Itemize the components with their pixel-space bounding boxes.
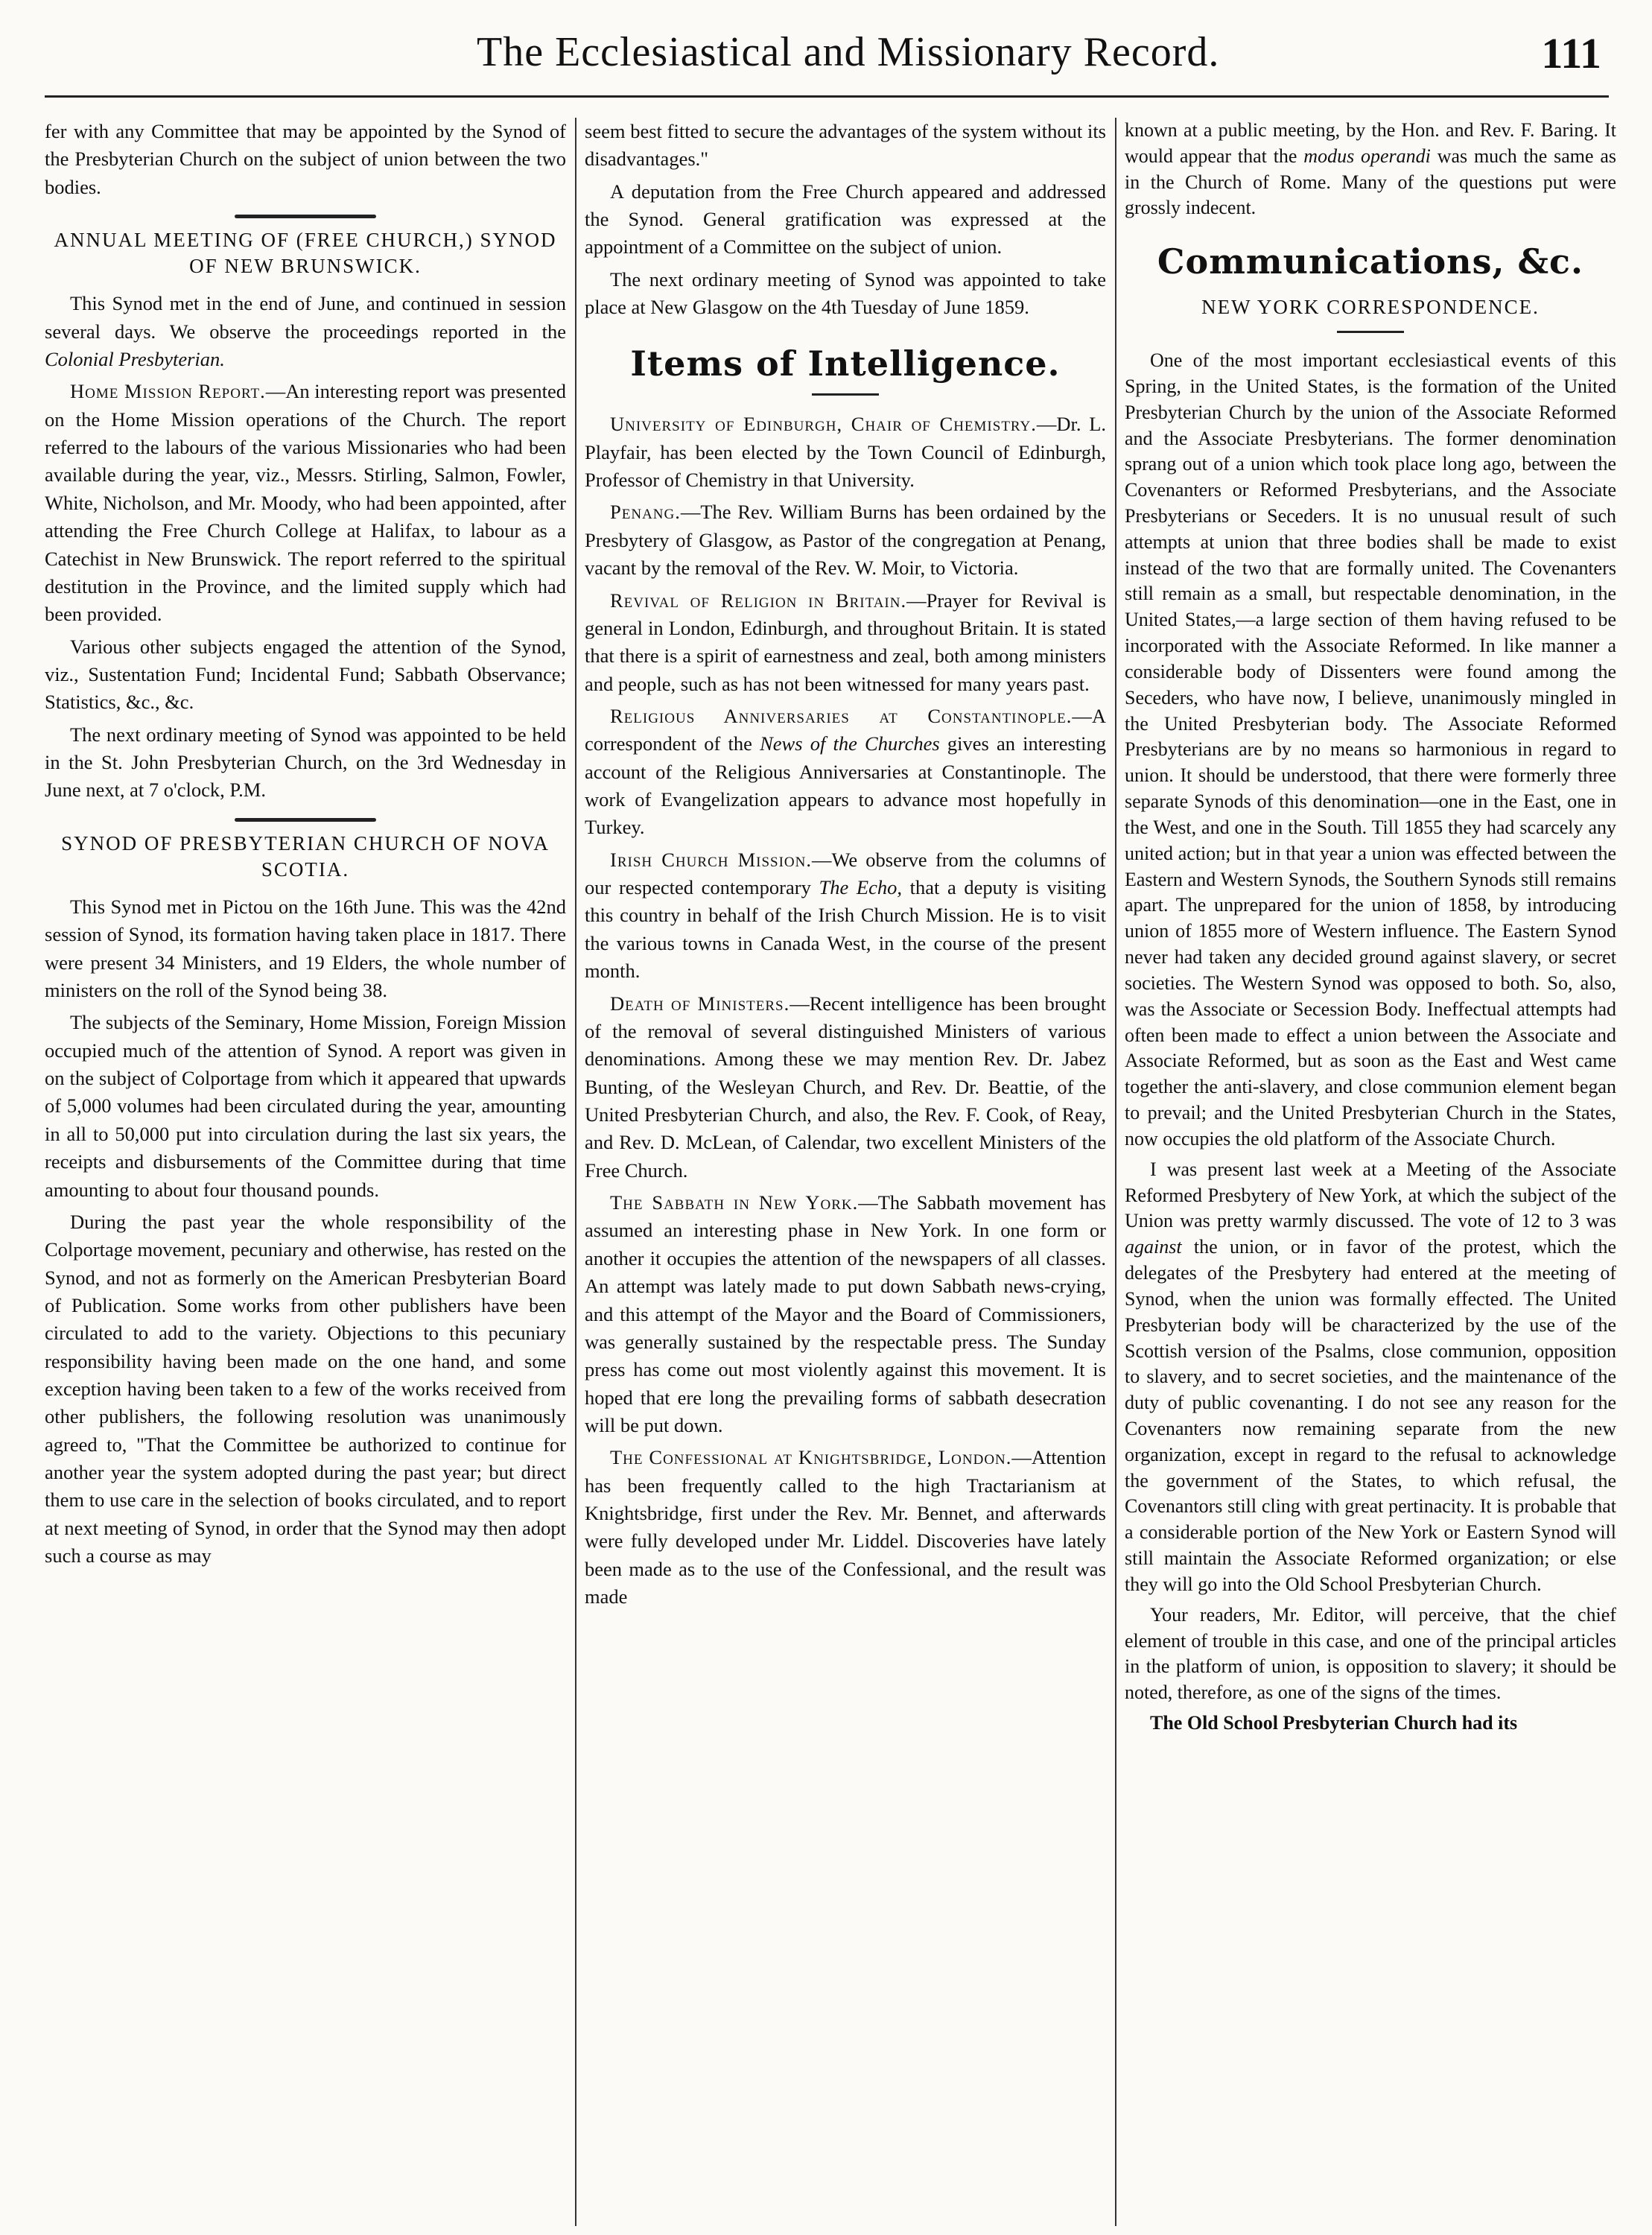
column-middle <box>585 118 1106 2219</box>
article-paragraph: Home Mission Report.—An interesting report was presented on the Home Mission operations of the Church. The report referred to the labours of the various Missionaries who had been available during the year, viz., Messrs. Stirling, Salmon, Fowler, White, Nicholson, and Mr. Moody, who had been appointed, after attending the Free Church College at Halifax, to labour as a Catechist in New Brunswick. The report referred to the spiritual destitution in the Province, and the limited supply which had been provided. <box>45 380 566 626</box>
news-item: The Confessional at Knightsbridge, London.—Attention has been frequently called to the high Tractarianism at Knightsbridge, first under the Rev. Mr. Bennet, and afterwards were fully developed under Mr. Liddel. Discoveries have lately been made as to the use of the Confessional, and the result was made <box>585 1446 1106 1608</box>
section-rule <box>235 818 376 822</box>
news-item: University of Edinburgh, Chair of Chemistry.—Dr. L. Playfair, has been elected by the Town Council of Edinburgh, Professor of Chemistry in that University. <box>585 413 1106 492</box>
news-item: Religious Anniversaries at Constantinople.—A correspondent of the News of the Churches gives an interesting account of the Religious Anniversaries at Constantinople. The work of Evangelization appears to advance most hopefully in Turkey. <box>585 704 1106 839</box>
running-head <box>0 28 1652 95</box>
journal-title: The Ecclesiastical and Missionary Record. <box>477 29 1220 75</box>
header-rule <box>45 95 1609 98</box>
news-item: Penang.—The Rev. William Burns has been ordained by the Presbytery of Glasgow, as Pastor of the congregation at Penang, vacant by the removal of the Rev. W. Moir, to Victoria. <box>585 501 1106 580</box>
article-paragraph: The Old School Presbyterian Church had its <box>1150 1712 1518 1734</box>
section-rule <box>235 215 376 218</box>
article-paragraph: The subjects of the Seminary, Home Mission, Foreign Mission occupied much of the attention of Synod. A report was given in on the subject of Colportage from which it appeared that upwards of 5,000 volumes had been circulated during the year, amounting in all to 50,000 put into circulation during the last six years, the receipts and disbursements of the Committee during that time amounting to about four thousand pounds. <box>45 1011 566 1201</box>
page-number: 111 <box>1541 29 1601 77</box>
article-paragraph: Various other subjects engaged the attention of the Synod, viz., Sustentation Fund; Incidental Fund; Sabbath Observance; Statistics, &c., &c. <box>45 635 566 714</box>
article-paragraph: During the past year the whole responsibility of the Colportage movement, pecuniary and otherwise, has rested on the Synod, and not as formerly on the American Presbyterian Board of Publication. Some works from other publishers have been circulated to add to the variety. Objections to this pecuniary responsibility having been made on the one hand, and some exception having been taken to a few of the works received from other publishers, the following resolution was unanimously agreed to, "That the Committee be authorized to continue for another year the system adopted during the past year; but direct them to use care in the selection of books circulated, and to report at next meeting of Synod, in order that the Synod may then adopt such a course as may <box>45 1210 566 1567</box>
news-item: Irish Church Mission.—We observe from the columns of our respected contemporary The Echo, that a deputy is visiting this country in behalf of the Irish Church Mission. He is to visit the various towns in Canada West, in the course of the present month. <box>585 848 1106 983</box>
column-left <box>45 118 566 2219</box>
article-paragraph: This Synod met in Pictou on the 16th June. This was the 42nd session of Synod, its formation having taken place in 1817. There were present 34 Ministers, and 19 Elders, the whole number of ministers on the roll of the Synod being 38. <box>45 895 566 1001</box>
section-subheading: NEW YORK CORRESPONDENCE. <box>1201 295 1540 318</box>
article-paragraph: Your readers, Mr. Editor, will perceive, that the chief element of trouble in this case, and one of the principal articles in the platform of union, is opposition to slavery; it should be noted, therefore, as one of the signs of the times. <box>1125 1603 1616 1704</box>
section-heading: Items of Intelligence. <box>630 343 1061 384</box>
column-divider <box>1115 118 1116 2226</box>
article-paragraph: This Synod met in the end of June, and continued in session several days. We observe the proceedings reported in the Colonial Presbyterian. <box>45 292 566 370</box>
article-paragraph: The next ordinary meeting of Synod was appointed to be held in the St. John Presbyterian Church, on the 3rd Wednesday in June next, at 7 o'clock, P.M. <box>45 723 566 802</box>
section-heading: ANNUAL MEETING OF (FREE CHURCH,) SYNOD OF NEW BRUNSWICK. <box>54 229 557 278</box>
continued-text: fer with any Committee that may be appointed by the Synod of the Presbyterian Church on the subject of union between the two bodies. <box>45 120 566 198</box>
article-paragraph: I was present last week at a Meeting of the Associate Reformed Presbytery of New York, at which the subject of the Union was pretty warmly discussed. The vote of 12 to 3 was against the union, or in favor of the protest, which the delegates of the Presbytery had entered at the meeting of Synod, when the union was formally effected. The United Presbyterian body will be characterized by the use of the Scottish version of the Psalms, close communion, opposition to slavery, and to secret societies, and the maintenance of the duty of public covenanting. I do not see any reason for the Covenanters now remaining separate from the new organization, except in regard to the refusal to acknowledge the government of the States, to which refusal, the Covenantors still cling with great pertinacity. It is probable that a considerable portion of the New York or Eastern Synod will still maintain the Associate Reformed organization; or else they will go into the Old School Presbyterian Church. <box>1125 1158 1616 1595</box>
news-item: The Sabbath in New York.—The Sabbath movement has assumed an interesting phase in New York. In one form or another it occupies the attention of the newspapers of all classes. An attempt was lately made to put down Sabbath news-crying, and this attempt of the Mayor and the Board of Commissioners, was generally sustained by the respectable press. The Sunday press has come out most violently against this movement. It is hoped that ere long the prevailing forms of sabbath desecration will be put down. <box>585 1191 1106 1436</box>
section-rule <box>812 393 879 396</box>
section-heading: SYNOD OF PRESBYTERIAN CHURCH OF NOVA SCOTIA. <box>61 831 550 881</box>
continued-text: known at a public meeting, by the Hon. and Rev. F. Baring. It would appear that the modus operandi was much the same as in the Church of Rome. Many of the questions put were grossly indecent. <box>1125 119 1616 219</box>
section-heading: Communications, &c. <box>1157 241 1584 282</box>
article-paragraph: One of the most important ecclesiastical events of this Spring, in the United States, is the formation of the United Presbyterian Church by the union of the Associate Reformed and the Associate Presbyterians. The former denomination sprang out of a union which took place long ago, between the Covenanters or Reformed Presbyterians, and the Associate Presbyterians or Seceders. It is no unusual result of such attempts at union that three bodies shall be made to exist instead of the two that are formally united. The Covenanters still remain as a small, but respectable denomination, in the United States,—a large section of them having refused to be incorporated with the Associate Reformed. In like manner a considerable body of Dissenters were found among the Seceders, who have now, I believe, unanimously mingled in the United Presbyterian body. The Associate Reformed Presbyterians are by no means so harmonious in regard to union. It should be understood, that there were formerly three separate Synods of this denomination—one in the East, one in the West, and one in the South. Till 1855 they had scarcely any united action; but in that year a union was effected between the Eastern and Western Synods, the Southern Synods still remains apart. The unprepared for the union of 1858, by introducing union of 1855 more of Western influence. The Eastern Synod never had taken any decided ground against slavery, or secret societies. The Western Synod was opposed to both. So, also, was the Associate or Secession Body. Ineffectual attempts had often been made to effect a union between the Associate and Associate Reformed, but as soon as the East and West came together the anti-slavery, and close communion element began to prevail; and the United Presbyterian Church in the States, now occupies the old platform of the Associate Church. <box>1125 349 1616 1150</box>
continued-text: seem best fitted to secure the advantages of the system without its disadvantages." <box>585 120 1106 171</box>
article-paragraph: The next ordinary meeting of Synod was appointed to take place at New Glasgow on the 4th Tuesday of June 1859. <box>585 267 1106 319</box>
news-item: Death of Ministers.—Recent intelligence has been brought of the removal of several distinguished Ministers of various denominations. Among these we may mention Rev. Dr. Jabez Bunting, of the Wesleyan Church, and Rev. Dr. Beattie, of the United Presbyterian Church, and also, the Rev. F. Cook, of Reay, and Rev. D. McLean, of Calendar, two excellent Ministers of the Free Church. <box>585 992 1106 1182</box>
news-item: Revival of Religion in Britain.—Prayer for Revival is general in London, Edinburgh, and throughout Britain. It is stated that there is a spirit of earnestness and zeal, both among ministers and people, such as has not been witnessed for many years past. <box>585 589 1106 695</box>
column-divider <box>575 118 576 2226</box>
section-rule <box>1337 331 1404 333</box>
column-right <box>1125 118 1616 2219</box>
article-paragraph: A deputation from the Free Church appeared and addressed the Synod. General gratification was expressed at the appointment of a Committee on the subject of union. <box>585 180 1106 259</box>
